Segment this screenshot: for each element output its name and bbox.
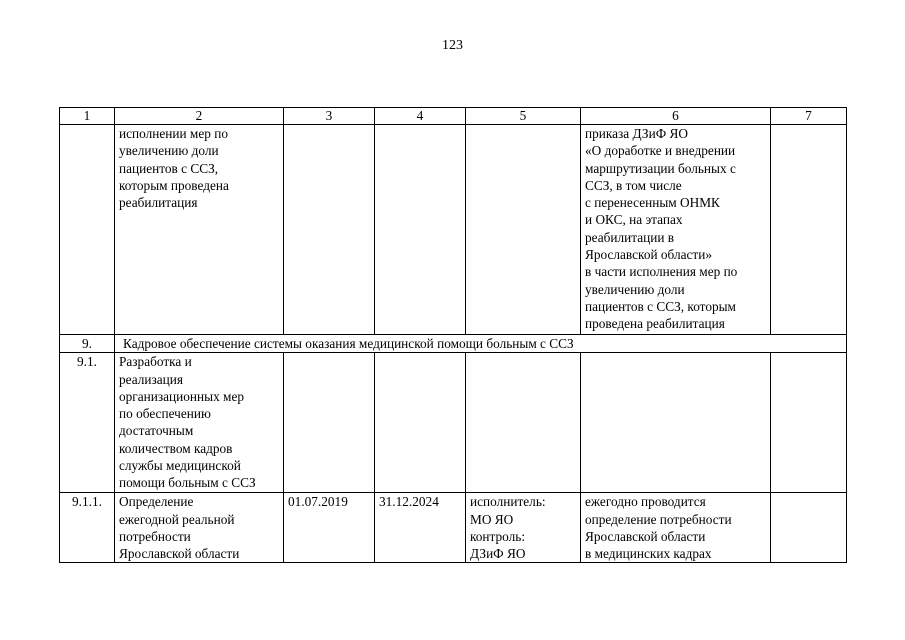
note-cell: [771, 125, 847, 335]
result-cell: [581, 353, 771, 493]
end-date-cell: 31.12.2024: [375, 493, 466, 563]
section-title: Кадровое обеспечение системы оказания медицинской помощи больным с ССЗ: [115, 335, 847, 353]
column-header: 3: [284, 108, 375, 125]
action-cell: Разработка и реализация организационных мер по обеспечению достаточным количеством кадров службы медицинской помощи больным с ССЗ: [115, 353, 284, 493]
end-date-cell: [375, 353, 466, 493]
note-cell: [771, 353, 847, 493]
end-date-cell: [375, 125, 466, 335]
start-date-cell: [284, 125, 375, 335]
section-number: 9.: [60, 335, 115, 353]
action-cell: исполнении мер по увеличению доли пациентов с ССЗ, которым проведена реабилитация: [115, 125, 284, 335]
table-row-continuation: [60, 125, 847, 335]
responsible-cell: [466, 125, 581, 335]
action-cell: Определение ежегодной реальной потребности Ярославской области: [115, 493, 284, 563]
start-date-cell: [284, 353, 375, 493]
column-header: 2: [115, 108, 284, 125]
row-number: 9.1.: [60, 353, 115, 493]
column-header: 6: [581, 108, 771, 125]
note-cell: [771, 493, 847, 563]
row-number: [60, 125, 115, 335]
result-cell: ежегодно проводится определение потребности Ярославской области в медицинских кадрах: [581, 493, 771, 563]
measures-table: [59, 107, 847, 563]
column-header: 1: [60, 108, 115, 125]
start-date-cell: 01.07.2019: [284, 493, 375, 563]
table-row-9-1: [60, 353, 847, 493]
section-row: [60, 335, 847, 353]
responsible-cell: исполнитель: МО ЯО контроль: ДЗиФ ЯО: [466, 493, 581, 563]
row-number: 9.1.1.: [60, 493, 115, 563]
responsible-cell: [466, 353, 581, 493]
table-row-9-1-1: [60, 493, 847, 563]
column-header: 4: [375, 108, 466, 125]
column-header: 7: [771, 108, 847, 125]
page-number: 123: [442, 38, 463, 53]
column-number-row: [60, 108, 847, 125]
column-header: 5: [466, 108, 581, 125]
result-cell: приказа ДЗиФ ЯО «О доработке и внедрении маршрутизации больных с ССЗ, в том числе с перенесенным ОНМК и ОКС, на этапах реабилитации в Ярославской области» в части исполнения мер по увеличению доли пациентов с ССЗ, которым проведена реабилитация: [581, 125, 771, 335]
